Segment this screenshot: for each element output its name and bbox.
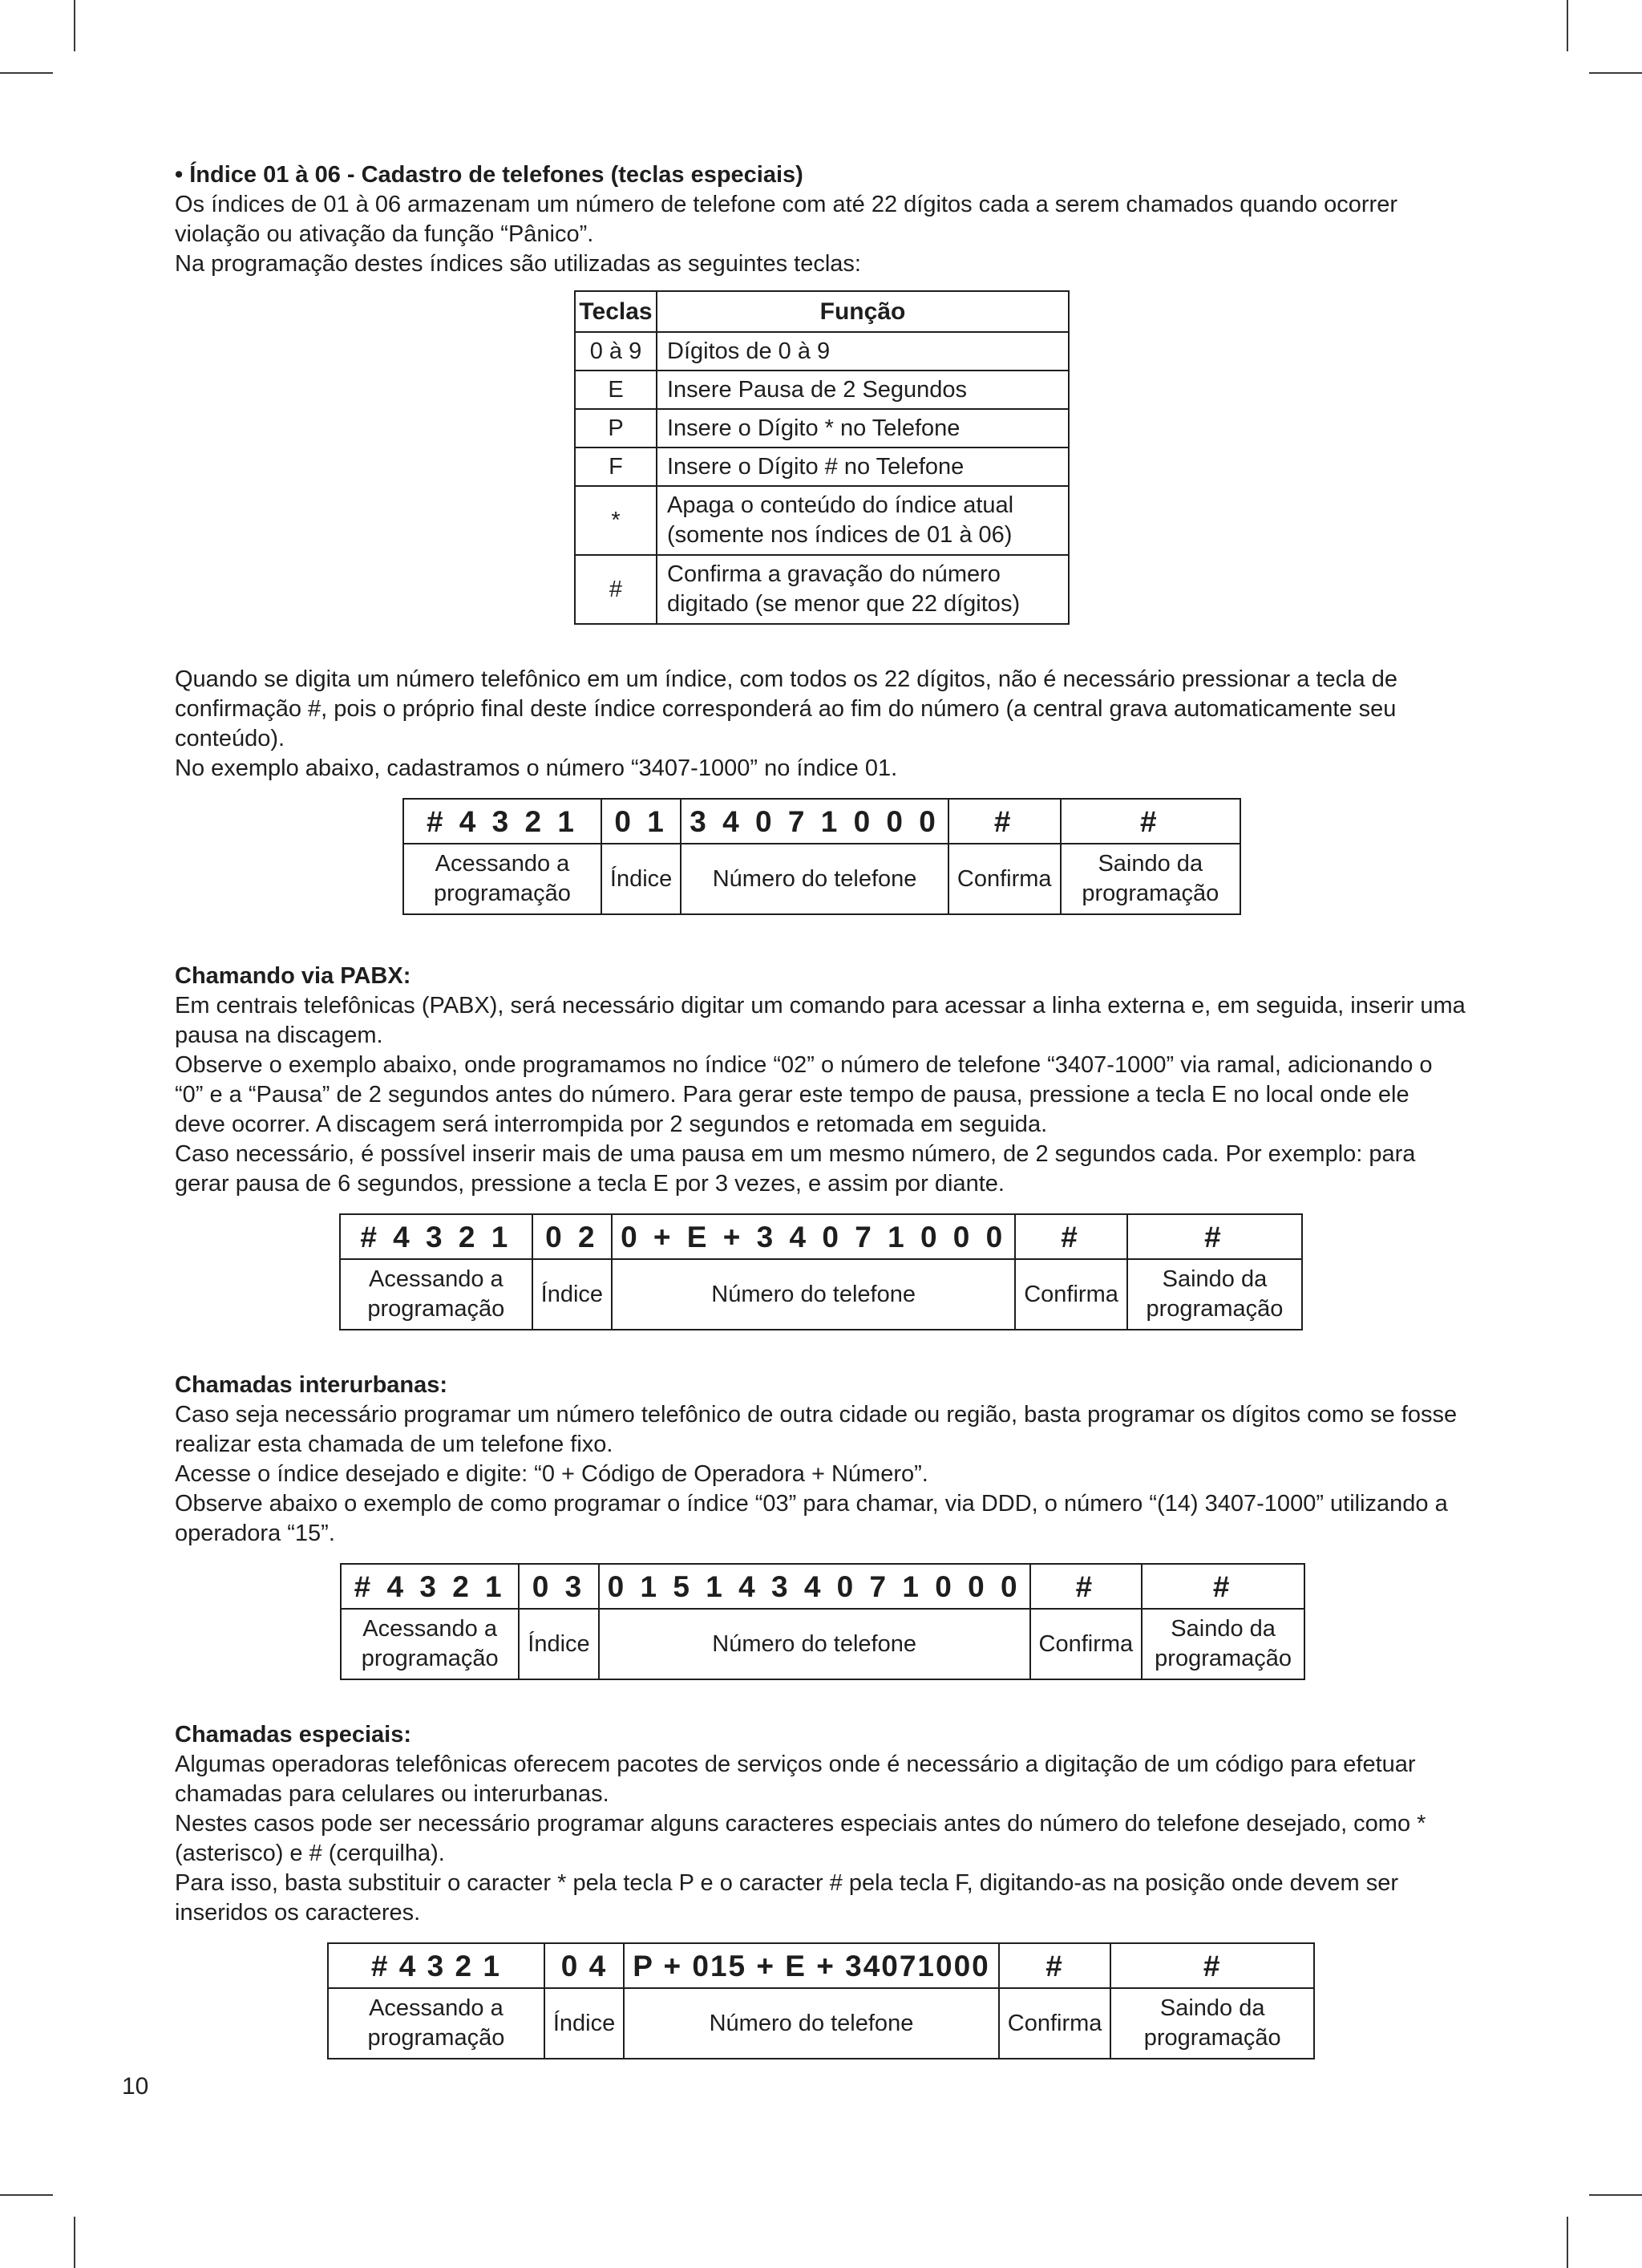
- example-table-index-02: [339, 1213, 1303, 1330]
- crop-mark-top-left-h: [0, 72, 53, 74]
- section-heading: Chamando via PABX:: [175, 963, 411, 989]
- crop-mark-bottom-right-h: [1589, 2194, 1642, 2196]
- table-row: [575, 448, 1069, 486]
- crop-mark-top-left: [74, 0, 75, 51]
- label-exit: Saindo da programação: [1142, 1609, 1304, 1679]
- key-cell: 0 à 9: [575, 332, 657, 371]
- paragraph: Observe o exemplo abaixo, onde programamos no índice “02” o número de telefone “3407-1000” via ramal, adicionando o “0” e a “Pausa” de 2 segundos antes do número. Para gerar este tempo de pausa, pressione a tecla E no local onde ele deve ocorrer. A discagem será interrompida por 2 segundos e retomada em seguida.: [175, 1052, 1433, 1137]
- code-phone: 3 4 0 7 1 0 0 0: [681, 799, 948, 844]
- code-confirm: #: [999, 1943, 1111, 1988]
- section-heading: Chamadas interurbanas:: [175, 1372, 448, 1398]
- key-sequence-row: [341, 1564, 1304, 1609]
- example-table-index-04: [327, 1942, 1315, 2059]
- label-exit: Saindo da programação: [1127, 1259, 1302, 1330]
- label-confirm: Confirma: [948, 844, 1061, 914]
- label-access: Acessando a programação: [340, 1259, 532, 1330]
- code-access: # 4 3 2 1: [328, 1943, 544, 1988]
- label-row: [340, 1259, 1302, 1330]
- code-exit: #: [1110, 1943, 1314, 1988]
- table-row: [575, 371, 1069, 409]
- paragraph: Os índices de 01 à 06 armazenam um número de telefone com até 22 dígitos cada a serem chamados quando ocorrer violação ou ativação da função “Pânico”.: [175, 192, 1397, 247]
- table-row: [575, 332, 1069, 371]
- label-phone: Número do telefone: [624, 1988, 999, 2059]
- code-access: # 4 3 2 1: [403, 799, 601, 844]
- code-phone: 0 1 5 1 4 3 4 0 7 1 0 0 0: [599, 1564, 1030, 1609]
- paragraph: No exemplo abaixo, cadastramos o número “3407-1000” no índice 01.: [175, 755, 898, 781]
- function-cell: Apaga o conteúdo do índice atual (somente nos índices de 01 à 06): [657, 486, 1069, 555]
- key-sequence-row: [328, 1943, 1314, 1988]
- label-index: Índice: [601, 844, 681, 914]
- paragraph: Acesse o índice desejado e digite: “0 + Código de Operadora + Número”.: [175, 1461, 928, 1487]
- table-header-row: [575, 291, 1069, 332]
- label-confirm: Confirma: [999, 1988, 1111, 2059]
- paragraph: Na programação destes índices são utilizadas as seguintes teclas:: [175, 251, 861, 277]
- key-cell: #: [575, 555, 657, 624]
- section-heading: • Índice 01 à 06 - Cadastro de telefones (teclas especiais): [175, 162, 803, 188]
- code-index: 0 1: [601, 799, 681, 844]
- key-sequence-row: [403, 799, 1240, 844]
- function-cell: Insere o Dígito * no Telefone: [657, 409, 1069, 448]
- code-exit: #: [1142, 1564, 1304, 1609]
- label-index: Índice: [544, 1988, 624, 2059]
- function-cell: Insere o Dígito # no Telefone: [657, 448, 1069, 486]
- function-cell: Dígitos de 0 à 9: [657, 332, 1069, 371]
- label-confirm: Confirma: [1030, 1609, 1143, 1679]
- crop-mark-bottom-left-h: [0, 2194, 53, 2196]
- label-phone: Número do telefone: [599, 1609, 1030, 1679]
- key-cell: F: [575, 448, 657, 486]
- table-row: [575, 555, 1069, 624]
- key-cell: *: [575, 486, 657, 555]
- code-exit: #: [1061, 799, 1240, 844]
- crop-mark-top-right: [1567, 0, 1568, 51]
- code-confirm: #: [948, 799, 1061, 844]
- label-access: Acessando a programação: [341, 1609, 519, 1679]
- label-exit: Saindo da programação: [1061, 844, 1240, 914]
- table-row: [575, 409, 1069, 448]
- label-row: [328, 1988, 1314, 2059]
- code-exit: #: [1127, 1214, 1302, 1259]
- code-access: # 4 3 2 1: [341, 1564, 519, 1609]
- label-confirm: Confirma: [1015, 1259, 1127, 1330]
- label-phone: Número do telefone: [612, 1259, 1015, 1330]
- paragraph: Em centrais telefônicas (PABX), será necessário digitar um comando para acessar a linha externa e, em seguida, inserir uma pausa na discagem.: [175, 993, 1466, 1048]
- document-body: [175, 160, 1466, 2059]
- label-index: Índice: [532, 1259, 612, 1330]
- function-cell: Confirma a gravação do número digitado (se menor que 22 dígitos): [657, 555, 1069, 624]
- label-row: [341, 1609, 1304, 1679]
- paragraph: Caso necessário, é possível inserir mais de uma pausa em um mesmo número, de 2 segundos cada. Por exemplo: para gerar pausa de 6 segundos, pressione a tecla E por 3 vezes, e assim por diante.: [175, 1141, 1416, 1197]
- paragraph: Algumas operadoras telefônicas oferecem pacotes de serviços onde é necessário a digitação de um código para efetuar chamadas para celulares ou interurbanas.: [175, 1752, 1416, 1807]
- key-sequence-row: [340, 1214, 1302, 1259]
- page-number: 10: [122, 2073, 149, 2100]
- paragraph: Quando se digita um número telefônico em um índice, com todos os 22 dígitos, não é necessário pressionar a tecla de confirmação #, pois o próprio final deste índice corresponderá ao fim do número (a central grava automaticamente seu conteúdo).: [175, 666, 1397, 751]
- paragraph: Nestes casos pode ser necessário programar alguns caracteres especiais antes do número do telefone desejado, como * (asterisco) e # (cerquilha).: [175, 1811, 1426, 1866]
- label-phone: Número do telefone: [681, 844, 948, 914]
- code-phone: 0 + E + 3 4 0 7 1 0 0 0: [612, 1214, 1015, 1259]
- paragraph: Caso seja necessário programar um número telefônico de outra cidade ou região, basta programar os dígitos como se fosse realizar esta chamada de um telefone fixo.: [175, 1402, 1458, 1457]
- code-index: 0 3: [519, 1564, 598, 1609]
- paragraph: Para isso, basta substituir o caracter * pela tecla P e o caracter # pela tecla F, digitando-as na posição onde devem ser inseridos os caracteres.: [175, 1870, 1399, 1926]
- code-confirm: #: [1030, 1564, 1143, 1609]
- label-access: Acessando a programação: [403, 844, 601, 914]
- code-confirm: #: [1015, 1214, 1127, 1259]
- label-index: Índice: [519, 1609, 598, 1679]
- code-index: 0 2: [532, 1214, 612, 1259]
- crop-mark-top-right-h: [1589, 72, 1642, 74]
- code-index: 0 4: [544, 1943, 624, 1988]
- column-header: Função: [657, 291, 1069, 332]
- crop-mark-bottom-left: [74, 2217, 75, 2268]
- column-header: Teclas: [575, 291, 657, 332]
- label-row: [403, 844, 1240, 914]
- key-cell: E: [575, 371, 657, 409]
- function-cell: Insere Pausa de 2 Segundos: [657, 371, 1069, 409]
- example-table-index-01: [402, 798, 1241, 915]
- code-phone: P + 015 + E + 34071000: [624, 1943, 999, 1988]
- paragraph: Observe abaixo o exemplo de como programar o índice “03” para chamar, via DDD, o número “(14) 3407-1000” utilizando a operadora “15”.: [175, 1491, 1448, 1546]
- key-cell: P: [575, 409, 657, 448]
- code-access: # 4 3 2 1: [340, 1214, 532, 1259]
- example-table-index-03: [340, 1563, 1305, 1680]
- label-access: Acessando a programação: [328, 1988, 544, 2059]
- table-row: [575, 486, 1069, 555]
- keys-table: [574, 290, 1070, 625]
- crop-mark-bottom-right: [1567, 2217, 1568, 2268]
- label-exit: Saindo da programação: [1110, 1988, 1314, 2059]
- section-heading: Chamadas especiais:: [175, 1722, 411, 1748]
